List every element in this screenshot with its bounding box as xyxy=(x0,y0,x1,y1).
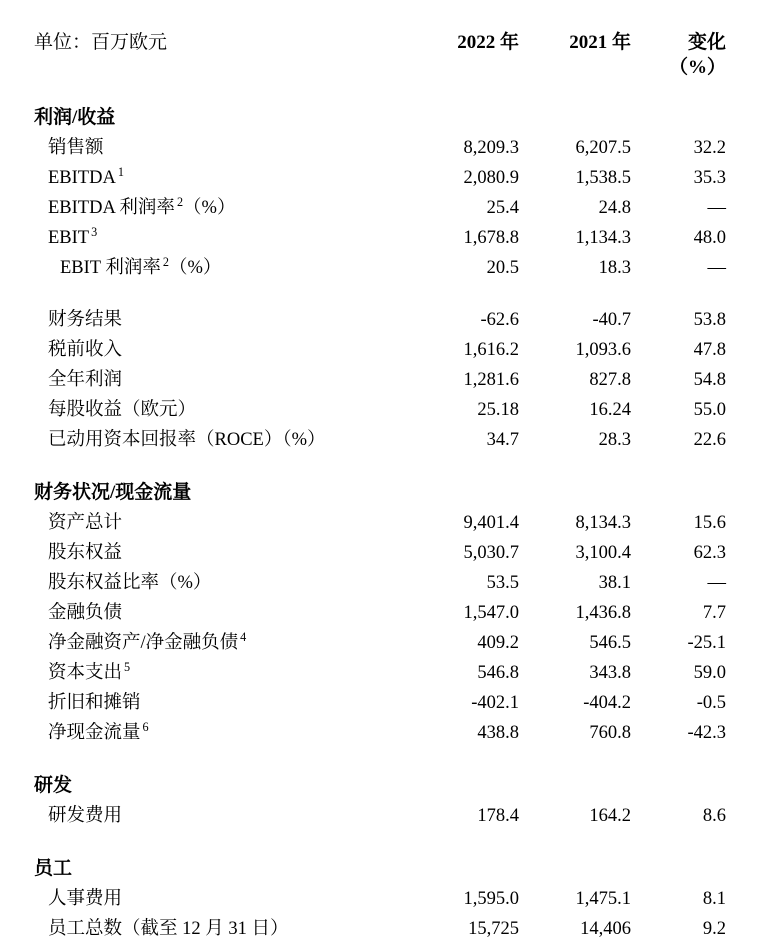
row-value-change: 59.0 xyxy=(693,663,726,683)
row-value-2022: 178.4 xyxy=(477,806,519,826)
row-value-2022: 1,678.8 xyxy=(463,228,519,248)
row-label: EBITDA $^1$ xyxy=(48,164,124,188)
header-col-2022: 2022 年 xyxy=(457,32,519,53)
row-value-change: 55.0 xyxy=(693,400,726,420)
row-value-2022: 25.18 xyxy=(477,400,519,420)
row-value-2022: 15,725 xyxy=(468,919,519,939)
section-title: 员工 xyxy=(34,858,73,879)
spacer xyxy=(34,831,726,853)
footnote-marker: 1 xyxy=(117,164,124,179)
table-row xyxy=(34,914,726,944)
footnote-marker: 5 xyxy=(124,659,131,674)
row-value-change: -25.1 xyxy=(687,633,726,653)
row-value-change: -42.3 xyxy=(687,723,726,743)
row-value-change: 62.3 xyxy=(693,543,726,563)
row-value-change: -0.5 xyxy=(696,693,726,713)
row-value-change: 53.8 xyxy=(693,310,726,330)
row-value-2022: 9,401.4 xyxy=(463,513,519,533)
table-rows-host xyxy=(34,102,726,944)
row-value-change: 9.2 xyxy=(702,919,726,939)
row-value-2021: 38.1 xyxy=(598,573,631,593)
header-unit-label: 单位：百万欧元 xyxy=(34,32,168,53)
row-label: 全年利润 xyxy=(48,370,123,390)
row-label: 折旧和摊销 xyxy=(48,693,141,713)
table-row xyxy=(34,193,726,223)
table-header-row xyxy=(34,30,726,56)
footnote-marker: 6 xyxy=(142,719,149,734)
row-value-change: — xyxy=(707,198,726,218)
section-title: 研发 xyxy=(34,775,73,796)
row-value-2022: 1,547.0 xyxy=(463,603,519,623)
row-value-change: 15.6 xyxy=(693,513,726,533)
section-title-row xyxy=(34,102,726,133)
spacer xyxy=(34,283,726,305)
row-label: 每股收益（欧元） xyxy=(48,400,197,420)
table-row xyxy=(34,628,726,658)
row-value-2022: 546.8 xyxy=(477,663,519,683)
row-value-2021: 827.8 xyxy=(589,370,631,390)
header-col-2021: 2021 年 xyxy=(569,32,631,53)
row-value-2021: 3,100.4 xyxy=(575,543,631,563)
row-value-change: 8.1 xyxy=(702,889,726,909)
row-value-2021: 760.8 xyxy=(589,723,631,743)
row-value-change: 22.6 xyxy=(693,430,726,450)
row-label: 股东权益 xyxy=(48,543,123,563)
table-row xyxy=(34,395,726,425)
footnote-marker: 2 xyxy=(162,254,170,269)
row-value-2022: 1,595.0 xyxy=(463,889,519,909)
row-value-2022: -62.6 xyxy=(480,310,519,330)
spacer xyxy=(34,80,726,102)
row-value-2021: 164.2 xyxy=(589,806,631,826)
row-value-2021: -40.7 xyxy=(592,310,631,330)
row-value-2021: 18.3 xyxy=(598,258,631,278)
row-label: 财务结果 xyxy=(48,310,123,330)
row-value-2021: 343.8 xyxy=(589,663,631,683)
spacer xyxy=(34,455,726,477)
row-label: 金融负债 xyxy=(48,603,123,623)
table-row xyxy=(34,365,726,395)
table-row xyxy=(34,133,726,163)
section-title: 利润/收益 xyxy=(34,107,116,128)
section-title: 财务状况/现金流量 xyxy=(34,482,192,503)
table-header-subrow xyxy=(34,56,726,80)
row-value-2022: 1,616.2 xyxy=(463,340,519,360)
table-row xyxy=(34,538,726,568)
row-label: 员工总数（截至 12 月 31 日） xyxy=(48,919,289,939)
row-value-2021: 1,538.5 xyxy=(575,168,631,188)
table-row xyxy=(34,335,726,365)
row-label: 研发费用 xyxy=(48,806,123,826)
row-value-2022: 8,209.3 xyxy=(463,138,519,158)
table-row xyxy=(34,568,726,598)
table-body xyxy=(34,30,726,102)
table-row xyxy=(34,163,726,193)
row-value-2021: 1,093.6 xyxy=(575,340,631,360)
table-row xyxy=(34,425,726,455)
row-value-2022: 25.4 xyxy=(486,198,519,218)
row-label: EBITDA 利润率 $^2$（%） xyxy=(48,194,236,218)
row-value-change: 8.6 xyxy=(702,806,726,826)
table-row xyxy=(34,223,726,253)
row-value-2021: 14,406 xyxy=(580,919,631,939)
spacer xyxy=(34,748,726,770)
row-value-change: — xyxy=(707,258,726,278)
row-value-2021: 24.8 xyxy=(598,198,631,218)
row-label: 股东权益比率（%） xyxy=(48,573,212,593)
section-title-row xyxy=(34,477,726,508)
header-col-change: 变化 xyxy=(687,32,726,53)
row-value-2021: 1,134.3 xyxy=(575,228,631,248)
row-value-2021: 6,207.5 xyxy=(575,138,631,158)
footnote-marker: 2 xyxy=(176,194,184,209)
table-row xyxy=(34,718,726,748)
row-value-change: 35.3 xyxy=(693,168,726,188)
table-row xyxy=(34,305,726,335)
row-value-2022: 5,030.7 xyxy=(463,543,519,563)
row-value-change: 7.7 xyxy=(702,603,726,623)
section-title-row xyxy=(34,853,726,884)
table-row xyxy=(34,884,726,914)
table-row xyxy=(34,658,726,688)
row-value-2022: 409.2 xyxy=(477,633,519,653)
row-value-2022: 438.8 xyxy=(477,723,519,743)
row-value-2021: 28.3 xyxy=(598,430,631,450)
row-value-2022: 53.5 xyxy=(486,573,519,593)
row-value-change: 54.8 xyxy=(693,370,726,390)
row-label: EBIT $^3$ xyxy=(48,224,98,248)
footnote-marker: 3 xyxy=(91,224,98,239)
financial-summary-table xyxy=(34,30,726,944)
row-value-2022: -402.1 xyxy=(471,693,519,713)
row-label: 销售额 xyxy=(48,138,104,158)
row-value-2021: 16.24 xyxy=(589,400,631,420)
row-value-2021: -404.2 xyxy=(583,693,631,713)
row-value-2022: 34.7 xyxy=(486,430,519,450)
row-value-2022: 20.5 xyxy=(486,258,519,278)
table-row xyxy=(34,508,726,538)
row-value-2021: 546.5 xyxy=(589,633,631,653)
row-value-change: — xyxy=(707,573,726,593)
row-value-2021: 1,475.1 xyxy=(575,889,631,909)
header-col-change-unit: （%） xyxy=(668,57,726,78)
footnote-marker: 4 xyxy=(240,629,247,644)
row-label: 税前收入 xyxy=(48,340,123,360)
table-row xyxy=(34,688,726,718)
row-value-2022: 1,281.6 xyxy=(463,370,519,390)
row-label: 人事费用 xyxy=(48,889,123,909)
row-label: 已动用资本回报率（ROCE）（%） xyxy=(48,430,326,450)
row-value-2021: 8,134.3 xyxy=(575,513,631,533)
row-label: EBIT 利润率 $^2$（%） xyxy=(60,254,222,278)
table-row xyxy=(34,253,726,283)
row-value-2021: 1,436.8 xyxy=(575,603,631,623)
section-title-row xyxy=(34,770,726,801)
row-value-change: 32.2 xyxy=(693,138,726,158)
row-value-change: 47.8 xyxy=(693,340,726,360)
row-label: 资本支出 $^5$ xyxy=(48,659,131,683)
table-row xyxy=(34,801,726,831)
row-value-2022: 2,080.9 xyxy=(463,168,519,188)
row-label: 净金融资产/净金融负债 $^4$ xyxy=(48,629,247,653)
row-label: 净现金流量 $^6$ xyxy=(48,719,149,743)
table-row xyxy=(34,598,726,628)
row-value-change: 48.0 xyxy=(693,228,726,248)
row-label: 资产总计 xyxy=(48,513,123,533)
